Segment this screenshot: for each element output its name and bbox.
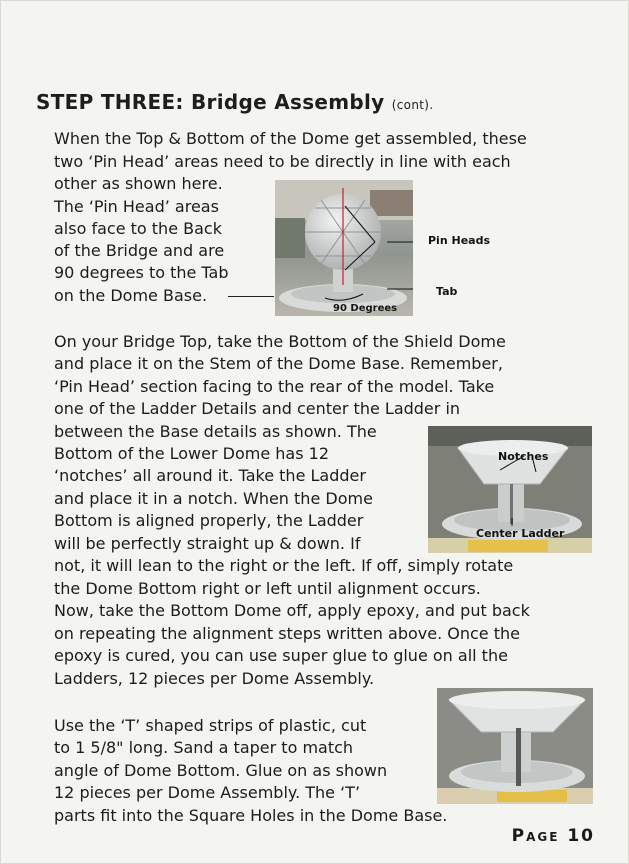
label-notches: Notches <box>498 450 549 463</box>
label-tab: Tab <box>436 285 458 298</box>
p1-line: on the Dome Base. <box>54 286 208 305</box>
p2-line: ‘notches’ all around it. Take the Ladder <box>54 466 366 485</box>
p2-line: on repeating the alignment steps written above. Once the <box>54 624 520 643</box>
p2-line: one of the Ladder Details and center the Ladder in <box>54 399 461 418</box>
page-title <box>36 90 433 114</box>
p2-line: Ladders, 12 pieces per Dome Assembly. <box>54 669 375 688</box>
notches-photo <box>428 426 592 553</box>
t-strips-photo <box>437 688 593 804</box>
label-pin-heads: Pin Heads <box>428 234 491 247</box>
label-center-ladder: Center Ladder <box>476 527 565 540</box>
title-main: STEP THREE: Bridge Assembly <box>36 90 385 114</box>
p1-line: When the Top & Bottom of the Dome get assembled, these <box>54 129 527 148</box>
p2-line: and place it in a notch. When the Dome <box>54 489 373 508</box>
p1-line: 90 degrees to the Tab <box>54 263 229 282</box>
p2-line: the Dome Bottom right or left until alignment occurs. <box>54 579 481 598</box>
p2-line: On your Bridge Top, take the Bottom of the Shield Dome <box>54 332 506 351</box>
p2-line: between the Base details as shown. The <box>54 422 377 441</box>
p2-line: and place it on the Stem of the Dome Base. Remember, <box>54 354 503 373</box>
p3-line: to 1 5/8" long. Sand a taper to match <box>54 738 354 757</box>
p1-line: two ‘Pin Head’ areas need to be directly in line with each <box>54 152 511 171</box>
page-number: Page 10 <box>511 826 595 846</box>
dome-photo <box>275 180 413 316</box>
title-cont: (cont). <box>391 98 434 112</box>
p3-line: Use the ‘T’ shaped strips of plastic, cut <box>54 716 367 735</box>
label-90-degrees: 90 Degrees <box>333 303 398 314</box>
p3-line: parts fit into the Square Holes in the Dome Base. <box>54 806 448 825</box>
p2-line: epoxy is cured, you can use super glue to glue on all the <box>54 646 508 665</box>
p2-line: will be perfectly straight up & down. If <box>54 534 361 553</box>
dome-illustration <box>275 180 413 316</box>
p2-line: Bottom is aligned properly, the Ladder <box>54 511 364 530</box>
t-strip-illustration <box>437 688 593 804</box>
p3-line: 12 pieces per Dome Assembly. The ‘T’ <box>54 783 361 802</box>
p2-line: not, it will lean to the right or the left. If off, simply rotate <box>54 556 514 575</box>
p2-line: Bottom of the Lower Dome has 12 <box>54 444 329 463</box>
p1-line: The ‘Pin Head’ areas <box>54 197 219 216</box>
p1-line: of the Bridge and are <box>54 241 225 260</box>
p1-line: also face to the Back <box>54 219 222 238</box>
p1-line: other as shown here. <box>54 174 223 193</box>
leader-line <box>228 296 274 297</box>
p2-line: ‘Pin Head’ section facing to the rear of the model. Take <box>54 377 495 396</box>
p2-line: Now, take the Bottom Dome off, apply epoxy, and put back <box>54 601 530 620</box>
p3-line: angle of Dome Bottom. Glue on as shown <box>54 761 388 780</box>
